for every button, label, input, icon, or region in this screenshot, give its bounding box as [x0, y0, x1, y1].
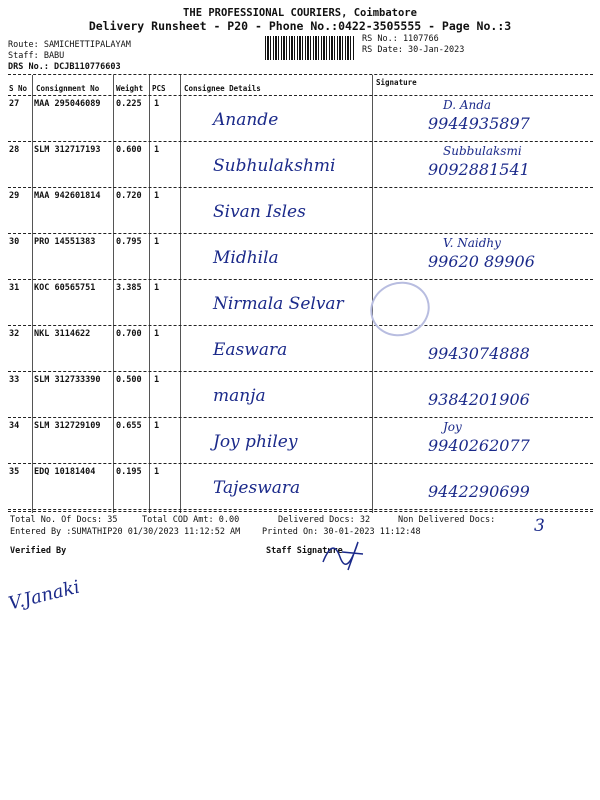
row-pcs: 1: [154, 375, 160, 385]
row-sno: 27: [9, 99, 20, 109]
table-row: [8, 326, 593, 372]
row-sno: 28: [9, 145, 20, 155]
row-pcs: 1: [154, 421, 160, 431]
rs-date: RS Date: 30-Jan-2023: [362, 45, 465, 55]
row-weight: 0.720: [116, 191, 142, 201]
col-header-signature: Signature: [376, 78, 417, 87]
table-row: [8, 464, 593, 510]
table-top-rule: [8, 74, 593, 75]
row-consignee-handwritten: Tajeswara: [213, 478, 301, 498]
non-delivered-count: 3: [534, 516, 545, 536]
row-consignee-handwritten: Easwara: [213, 340, 288, 360]
staff-label: Staff: BABU: [8, 51, 65, 61]
row-weight: 0.600: [116, 145, 142, 155]
row-pcs: 1: [154, 283, 160, 293]
row-signature-phone: 9092881541: [428, 160, 530, 179]
table-row: [8, 142, 593, 188]
row-sno: 30: [9, 237, 20, 247]
drs-number: DRS No.: DCJB110776603: [8, 62, 121, 72]
table-row: [8, 418, 593, 464]
row-consignment-no: MAA 295046089: [34, 99, 101, 109]
table-row: [8, 280, 593, 326]
row-consignment-no: PRO 14551383: [34, 237, 96, 247]
table-bottom-rule: [8, 511, 593, 512]
row-weight: 3.385: [116, 283, 142, 293]
col-header-sno: S No: [9, 84, 28, 93]
row-sno: 31: [9, 283, 20, 293]
row-rule: [8, 509, 593, 510]
row-consignment-no: MAA 942601814: [34, 191, 101, 201]
company-title: THE PROFESSIONAL COURIERS, Coimbatore: [183, 7, 417, 19]
row-sno: 33: [9, 375, 20, 385]
staff-signature-label: Staff Signature: [266, 546, 343, 556]
row-consignee-handwritten: Anande: [213, 110, 279, 130]
row-consignment-no: EDQ 10181404: [34, 467, 96, 477]
table-row: [8, 234, 593, 280]
non-delivered-docs: Non Delivered Docs:: [398, 515, 496, 525]
row-weight: 0.795: [116, 237, 142, 247]
row-pcs: 1: [154, 329, 160, 339]
staff-signature-scribble: [318, 532, 368, 572]
row-weight: 0.225: [116, 99, 142, 109]
row-consignee-handwritten: Subhulakshmi: [213, 156, 336, 176]
row-consignment-no: SLM 312729109: [34, 421, 101, 431]
row-sno: 32: [9, 329, 20, 339]
runsheet-title: Delivery Runsheet - P20 - Phone No.:0422-3505555 - Page No.:3: [88, 19, 512, 33]
row-signature-phone: 99620 89906: [428, 252, 535, 271]
col-header-weight: Weight: [116, 84, 144, 93]
row-pcs: 1: [154, 145, 160, 155]
row-consignee-handwritten: manja: [213, 386, 266, 406]
row-consignee-handwritten: Joy philey: [213, 432, 298, 452]
total-docs: Total No. Of Docs: 35: [10, 515, 118, 525]
col-header-consignee: Consignee Details: [184, 84, 261, 93]
verified-by: Verified By: [10, 546, 67, 556]
row-sno: 35: [9, 467, 20, 477]
col-header-consignment: Consignment No: [36, 84, 100, 93]
row-signature-phone: 9940262077: [428, 436, 530, 455]
total-cod: Total COD Amt: 0.00: [142, 515, 240, 525]
row-pcs: 1: [154, 191, 160, 201]
row-signature-phone: 9442290699: [428, 482, 530, 501]
row-signature-phone: 9384201906: [428, 390, 530, 409]
table-row: [8, 372, 593, 418]
route-label: Route: SAMICHETTIPALAYAM: [8, 40, 131, 50]
verifier-signature: V.Janaki: [6, 576, 82, 615]
row-pcs: 1: [154, 99, 160, 109]
rs-number: RS No.: 1107766: [362, 34, 439, 44]
row-weight: 0.655: [116, 421, 142, 431]
row-signature-phone: 9943074888: [428, 344, 530, 363]
row-weight: 0.500: [116, 375, 142, 385]
row-signature-name: D. Anda: [443, 98, 492, 112]
row-pcs: 1: [154, 467, 160, 477]
delivered-docs: Delivered Docs: 32: [278, 515, 371, 525]
row-signature-name: Subbulaksmi: [443, 144, 522, 158]
row-consignment-no: NKL 3114622: [34, 329, 91, 339]
row-signature-name: Joy: [443, 420, 462, 434]
col-header-pcs: PCS: [152, 84, 166, 93]
row-weight: 0.700: [116, 329, 142, 339]
table-row: [8, 96, 593, 142]
entered-by: Entered By :SUMATHIP20 01/30/2023 11:12:52 AM: [10, 527, 241, 537]
row-weight: 0.195: [116, 467, 142, 477]
barcode: [265, 36, 355, 60]
row-consignee-handwritten: Nirmala Selvar: [213, 294, 344, 314]
row-sno: 34: [9, 421, 20, 431]
row-signature-phone: 9944935897: [428, 114, 530, 133]
table-row: [8, 188, 593, 234]
row-pcs: 1: [154, 237, 160, 247]
row-signature-name: V. Naidhy: [443, 236, 501, 250]
row-consignment-no: KOC 60565751: [34, 283, 96, 293]
row-consignee-handwritten: Midhila: [213, 248, 279, 268]
row-consignment-no: SLM 312717193: [34, 145, 101, 155]
row-sno: 29: [9, 191, 20, 201]
row-consignment-no: SLM 312733390: [34, 375, 101, 385]
printed-on: Printed On: 30-01-2023 11:12:48: [262, 527, 421, 537]
row-consignee-handwritten: Sivan Isles: [213, 202, 306, 222]
